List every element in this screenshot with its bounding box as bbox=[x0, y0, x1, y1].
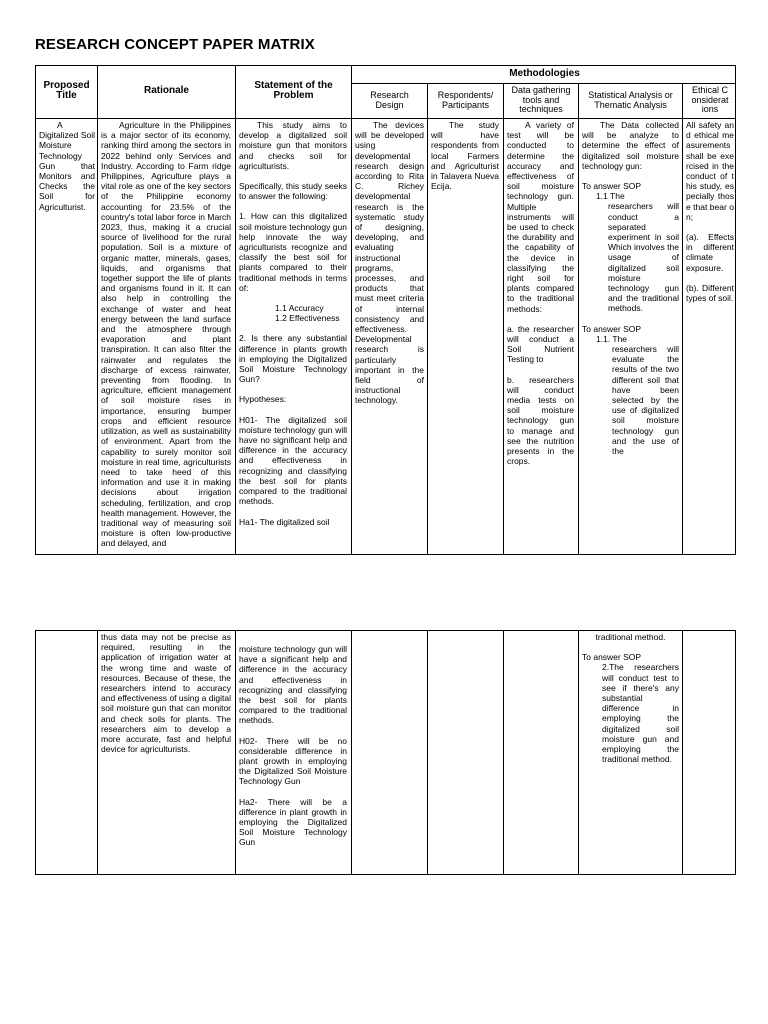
header-data-gathering: Data gathering tools and techniques bbox=[511, 85, 571, 114]
hypothesis-ha1: Ha1- The digitalized soil bbox=[239, 516, 330, 527]
divider bbox=[427, 83, 428, 554]
header-rationale: Rationale bbox=[143, 85, 189, 96]
question-1-2: 1.2 Effectiveness bbox=[275, 313, 340, 324]
header-statistical: Statistical Analysis or Thematic Analysis bbox=[588, 90, 673, 110]
statistical-text-continued: traditional method. bbox=[595, 632, 666, 642]
statement-cell bbox=[239, 120, 347, 554]
header-research-design: Research Design bbox=[370, 90, 409, 110]
header-proposed-title: Proposed Title bbox=[43, 80, 90, 101]
data-gathering-b: b. researchers will conduct media tests on soil moisture technology gun to manage and see the nutrition presents in the crops. bbox=[507, 374, 574, 467]
statistical-text: The Data collected will be analyze to determine the effect of digitalized soil moisture technology gun: bbox=[582, 120, 679, 171]
question-2: 2. Is there any substantial difference in plants growth in employing the Digitalized Soil Moisture Technology Gun? bbox=[239, 333, 347, 385]
header-methodologies: Methodologies bbox=[509, 68, 580, 79]
divider bbox=[97, 631, 98, 874]
divider bbox=[427, 631, 428, 874]
divider bbox=[351, 631, 352, 874]
data-gathering-text: A variety of test will be conducted to determine the accuracy and effectiveness of soil moisture technology gun. Multiple instruments will be used to check the durability and the capability of the device in classifying the right soil for plants compared to the traditional methods: bbox=[507, 120, 574, 314]
divider bbox=[682, 631, 683, 874]
sop-2-text: researchers will evaluate the results of the two different soil that have been selected by the use of digitalized soil moisture technology gun and the use of the bbox=[612, 344, 679, 457]
rationale-text-continued: thus data may not be precise as required, resulting in the application of irrigation water at the wrong time and waste of resources. Because of these, the researchers intend to accuracy and effectiveness of using a digital soil moisture gun that can monitor and check soils for plants. The researchers aim to develop a more accurate, fast and helpful device for agriculturists. bbox=[101, 632, 231, 755]
rationale-cell bbox=[101, 120, 231, 554]
hypotheses-heading: Hypotheses: bbox=[239, 394, 287, 405]
statement-specific: Specifically, this study seeks to answer the following: bbox=[239, 181, 347, 202]
ethical-cell bbox=[686, 120, 734, 554]
divider bbox=[235, 631, 236, 874]
ethical-a: (a). Effects in different climate exposure. bbox=[686, 232, 734, 273]
matrix-table-continued bbox=[35, 630, 736, 875]
research-design-text: The devices will be developed using developmental research design according to Rita C. Richey developmental research is the systematic study of designing, developing, and evaluating instructional programs, processes, and products that must meet criteria of internal consistency and effectiveness. Developmental research is particularly important in the field of instructional technology. bbox=[355, 120, 424, 406]
hypothesis-ha2: Ha2- There will be a difference in plant growth in employing the Digitalized Soil Moisture Technology Gun bbox=[239, 796, 347, 848]
respondents-cell bbox=[431, 120, 499, 554]
divider bbox=[578, 631, 579, 874]
statistical-cell bbox=[582, 120, 679, 554]
statistical-cell-continued bbox=[582, 632, 679, 872]
hypothesis-ha1-continued: moisture technology gun will have a significant help and difference in the accuracy and effectiveness in recognizing and classifying the best soil for plants compared to the traditional methods. bbox=[239, 644, 347, 726]
research-design-cell bbox=[355, 120, 424, 554]
header-ethical: Ethical Considerations bbox=[691, 85, 729, 114]
question-1-1: 1.1 Accuracy bbox=[275, 303, 324, 314]
divider bbox=[235, 66, 236, 554]
divider bbox=[351, 66, 352, 554]
data-gathering-a: a. the researcher will conduct a Soil Nutrient Testing to bbox=[507, 323, 574, 365]
ethical-text: All safety and ethical measurements shall be exercised in the conduct of this study, especially those that bear on; bbox=[686, 120, 734, 222]
divider bbox=[682, 83, 683, 554]
data-gathering-cell bbox=[507, 120, 574, 554]
sop-2-label: To answer SOP bbox=[582, 323, 642, 334]
rationale-cell-continued bbox=[101, 632, 231, 872]
statement-cell-continued bbox=[239, 644, 347, 872]
sop-1-text: researchers will conduct a separated experiment in soil Which involves the usage of digitalized soil moisture technology gun and the traditional methods. bbox=[608, 201, 679, 314]
sop-1-item: 1.1 The bbox=[596, 191, 625, 202]
sop-2-item: 1.1. The bbox=[596, 333, 628, 344]
hypothesis-h02: H02- There will be no considerable difference in plant growth in employing the Digitalized Soil Moisture Technology Gun bbox=[239, 735, 347, 787]
divider bbox=[503, 83, 504, 554]
sop-3-label: To answer SOP bbox=[582, 652, 642, 663]
divider bbox=[36, 118, 735, 119]
proposed-title-cell bbox=[39, 120, 95, 554]
header-statement: Statement of the Problem bbox=[254, 80, 333, 101]
hypothesis-h01: H01- The digitalized soil moisture technology gun will have no significant help and difference in the accuracy and effectiveness in recognizing and classifying the best soil for plants compared to the traditional methods. bbox=[239, 414, 347, 507]
ethical-b: (b). Different types of soil. bbox=[686, 282, 734, 304]
statement-intro: This study aims to develop a digitalized soil moisture gun that monitors and checks soil for agriculturists. bbox=[239, 120, 347, 171]
proposed-title-text: A Digitalized Soil Moisture Technology Gun that Monitors and Checks the Soil for Agriculturist. bbox=[39, 120, 95, 212]
divider bbox=[351, 83, 735, 84]
question-1: 1. How can this digitalized soil moisture technology gun help innovate the way agriculturists recognize and classify the best soil for plants compared to their traditional methods in terms of: bbox=[239, 211, 347, 293]
matrix-table bbox=[35, 65, 736, 555]
divider bbox=[503, 631, 504, 874]
rationale-text: Agriculture in the Philippines is a major sector of its economy, ranking third among the sectors in 2022 behind only Services and Industry. According to Farm ridge Philippines, Agriculture plays a vital role as one of the key sectors of the Philippine economy accounting for 23.5% of the country's total labor force in March 2023, thus, making it a crucial source of livelihood for the rural population. Soil is a mixture of organic matter, minerals, gases, liquids, and organisms that together support the life of plants and organisms found in it. It can also help in controlling the exchange of water and heat energy between the land surface and the atmosphere through evaporation and plant transpiration. It can also filter the rainwater and regulates the discharge of excess rainwater, preventing from flooding. In agriculture, efficient management of soil moisture rises in importance, ensuring bumper crops and efficient resource utilization, as well as sustainability of environment. Apart from the capability to surely monitor soil moisture in real time, agriculturists need to take heed of this information and use it in making decisions about irrigation scheduling, fertilization, and crop health management. However, the traditional way of measuring soil moisture is often low-productive and delayed, and bbox=[101, 120, 231, 549]
header-respondents: Respondents/ Participants bbox=[437, 90, 494, 110]
sop-3-text: 2.The researchers will conduct test to see if there's any substantial difference in employing the digitalized soil moisture gun and employing the traditional method. bbox=[602, 662, 679, 765]
respondents-text: The study will have respondents from local Farmers and Agriculturist in Talavera Nueva Ecija. bbox=[431, 120, 499, 192]
divider bbox=[578, 83, 579, 554]
sop-1-label: To answer SOP bbox=[582, 181, 642, 192]
divider bbox=[97, 66, 98, 554]
page-title: RESEARCH CONCEPT PAPER MATRIX bbox=[35, 36, 315, 53]
